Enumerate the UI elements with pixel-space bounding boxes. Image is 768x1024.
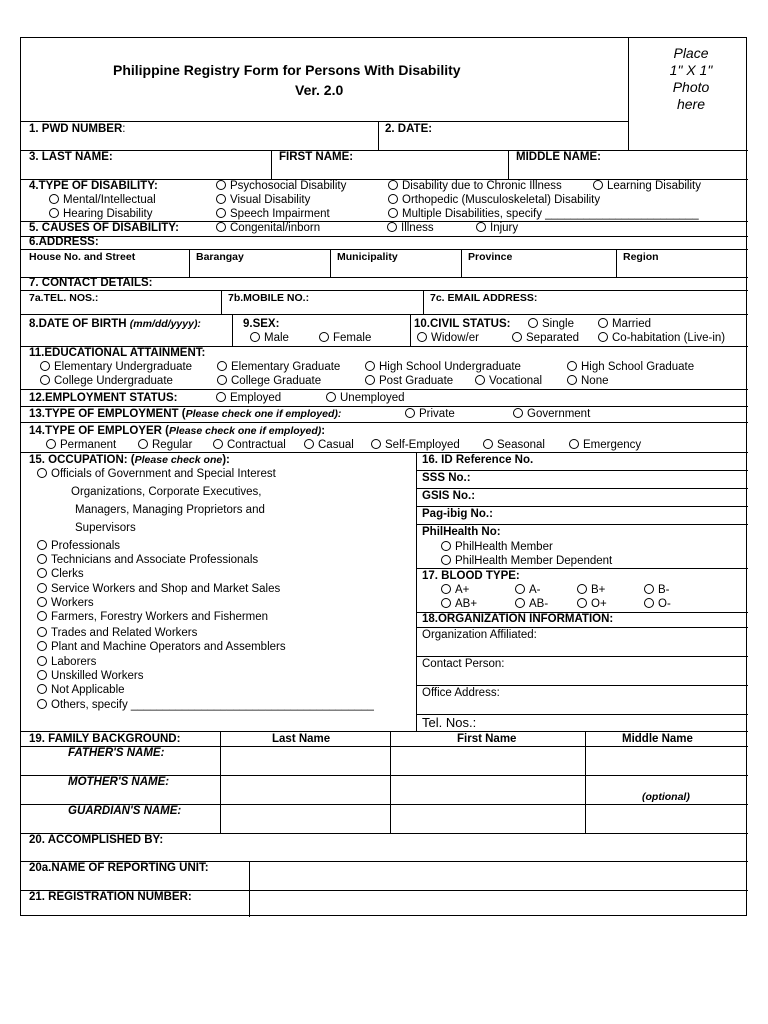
radio-icon xyxy=(37,611,47,621)
radio-icon xyxy=(567,361,577,371)
occupation-not-applicable-option[interactable]: Not Applicable xyxy=(37,684,125,697)
email-field[interactable]: 7c. EMAIL ADDRESS: xyxy=(430,292,538,304)
radio-icon xyxy=(441,584,451,594)
radio-icon xyxy=(387,222,397,232)
radio-icon xyxy=(388,208,398,218)
radio-icon xyxy=(475,375,485,385)
radio-icon xyxy=(217,361,227,371)
radio-icon xyxy=(49,194,59,204)
blood-b-positive-option[interactable]: B+ xyxy=(577,584,605,597)
occupation-technicians-option[interactable]: Technicians and Associate Professionals xyxy=(37,554,258,567)
philhealth-member-option[interactable]: PhilHealth Member xyxy=(441,541,553,554)
family-first-name-header: First Name xyxy=(457,733,517,745)
sss-no-field[interactable]: SSS No.: xyxy=(422,472,471,484)
radio-icon xyxy=(319,332,329,342)
disability-psychosocial-option[interactable]: Psychosocial Disability xyxy=(216,180,346,193)
blood-type-label: 17. BLOOD TYPE: xyxy=(422,570,520,582)
radio-icon xyxy=(40,375,50,385)
philhealth-no-field[interactable]: PhilHealth No: xyxy=(422,526,501,538)
family-middle-name-header: Middle Name xyxy=(622,733,693,745)
radio-icon xyxy=(37,656,47,666)
occupation-professionals-option[interactable]: Professionals xyxy=(37,540,120,553)
employer-contractual-option[interactable]: Contractual xyxy=(213,439,286,452)
id-reference-label: 16. ID Reference No. xyxy=(422,454,534,466)
radio-icon xyxy=(37,699,47,709)
employer-casual-option[interactable]: Casual xyxy=(304,439,354,452)
radio-icon xyxy=(37,597,47,607)
radio-icon xyxy=(567,375,577,385)
occupation-unskilled-option[interactable]: Unskilled Workers xyxy=(37,670,143,683)
radio-icon xyxy=(49,208,59,218)
occupation-officials-line2: Organizations, Corporate Executives, xyxy=(71,486,262,498)
radio-icon xyxy=(365,375,375,385)
occupation-officials-line3: Managers, Managing Proprietors and xyxy=(75,504,265,516)
radio-icon xyxy=(515,598,525,608)
civil-widow-option[interactable]: Widow/er xyxy=(417,332,479,345)
radio-icon xyxy=(644,598,654,608)
edu-hs-grad-option[interactable]: High School Graduate xyxy=(567,361,694,374)
radio-icon xyxy=(365,361,375,371)
photo-label-here: here xyxy=(676,96,706,112)
disability-learning-option[interactable]: Learning Disability xyxy=(593,180,701,193)
cause-illness-option[interactable]: Illness xyxy=(387,222,434,235)
radio-icon xyxy=(441,555,451,565)
disability-chronic-illness-option[interactable]: Disability due to Chronic Illness xyxy=(388,180,562,193)
contact-details-label: 7. CONTACT DETAILS: xyxy=(29,277,153,289)
radio-icon xyxy=(216,208,226,218)
occupation-service-workers-option[interactable]: Service Workers and Shop and Market Sales xyxy=(37,583,280,596)
guardian-optional-note: (optional) xyxy=(642,791,690,803)
radio-icon xyxy=(388,194,398,204)
radio-icon xyxy=(598,332,608,342)
disability-multiple-option[interactable]: Multiple Disabilities, specify ________________________ xyxy=(388,208,699,221)
reporting-unit-field[interactable]: 20a.NAME OF REPORTING UNIT: xyxy=(29,862,209,874)
employment-employed-option[interactable]: Employed xyxy=(216,392,281,405)
disability-cause-label: 5. CAUSES OF DISABILITY: xyxy=(29,222,179,234)
organization-tel-field[interactable]: Tel. Nos.: xyxy=(422,715,477,730)
blood-a-negative-option[interactable]: A- xyxy=(515,584,541,597)
radio-icon xyxy=(37,583,47,593)
edu-post-grad-option[interactable]: Post Graduate xyxy=(365,375,453,388)
radio-icon xyxy=(217,375,227,385)
address-region-field[interactable]: Region xyxy=(623,251,659,263)
civil-married-option[interactable]: Married xyxy=(598,318,651,331)
guardian-name-field[interactable]: GUARDIAN'S NAME: xyxy=(68,805,182,817)
civil-single-option[interactable]: Single xyxy=(528,318,574,331)
radio-icon xyxy=(326,392,336,402)
accomplished-by-field[interactable]: 20. ACCOMPLISHED BY: xyxy=(29,834,164,846)
occupation-others-option[interactable]: Others, specify ______________________________________ xyxy=(37,699,374,712)
radio-icon xyxy=(441,541,451,551)
father-name-field[interactable]: FATHER'S NAME: xyxy=(68,747,165,759)
disability-hearing-option[interactable]: Hearing Disability xyxy=(49,208,152,221)
radio-icon xyxy=(515,584,525,594)
employment-type-label: 13.TYPE OF EMPLOYMENT (Please check one if employed): xyxy=(29,408,342,420)
civil-cohabitation-option[interactable]: Co-habitation (Live-in) xyxy=(598,332,725,345)
occupation-officials-option[interactable]: Officials of Government and Special Interest xyxy=(37,468,276,481)
radio-icon xyxy=(37,670,47,680)
family-background-label: 19. FAMILY BACKGROUND: xyxy=(29,733,181,745)
employer-type-label: 14.TYPE OF EMPLOYER (Please check one if employed): xyxy=(29,425,326,437)
organization-info-label: 18.ORGANIZATION INFORMATION: xyxy=(422,613,614,625)
blood-o-positive-option[interactable]: O+ xyxy=(577,598,607,611)
radio-icon xyxy=(40,361,50,371)
photo-label-photo: Photo xyxy=(672,79,710,95)
civil-separated-option[interactable]: Separated xyxy=(512,332,579,345)
cause-injury-option[interactable]: Injury xyxy=(476,222,518,235)
radio-icon xyxy=(441,598,451,608)
edu-college-undergrad-option[interactable]: College Undergraduate xyxy=(40,375,173,388)
disability-speech-option[interactable]: Speech Impairment xyxy=(216,208,330,221)
birth-date-field[interactable]: 8.DATE OF BIRTH (mm/dd/yyyy): xyxy=(29,318,201,330)
occupation-plant-operators-option[interactable]: Plant and Machine Operators and Assemblers xyxy=(37,641,286,654)
cause-congenital-option[interactable]: Congenital/inborn xyxy=(216,222,320,235)
radio-icon xyxy=(569,439,579,449)
edu-elem-undergrad-option[interactable]: Elementary Undergraduate xyxy=(40,361,192,374)
radio-icon xyxy=(37,540,47,550)
employer-regular-option[interactable]: Regular xyxy=(138,439,192,452)
registration-number-field[interactable]: 21. REGISTRATION NUMBER: xyxy=(29,891,192,903)
radio-icon xyxy=(598,318,608,328)
edu-hs-undergrad-option[interactable]: High School Undergraduate xyxy=(365,361,521,374)
radio-icon xyxy=(388,180,398,190)
family-last-name-header: Last Name xyxy=(272,733,331,745)
radio-icon xyxy=(37,468,47,478)
blood-b-negative-option[interactable]: B- xyxy=(644,584,670,597)
photo-label-size: 1" X 1" xyxy=(669,62,713,78)
radio-icon xyxy=(371,439,381,449)
radio-icon xyxy=(37,554,47,564)
radio-icon xyxy=(250,332,260,342)
edu-none-option[interactable]: None xyxy=(567,375,609,388)
employment-government-option[interactable]: Government xyxy=(513,408,590,421)
disability-visual-option[interactable]: Visual Disability xyxy=(216,194,310,207)
occupation-label: 15. OCCUPATION: (Please check one): xyxy=(29,454,230,466)
radio-icon xyxy=(216,222,226,232)
employer-permanent-option[interactable]: Permanent xyxy=(46,439,116,452)
radio-icon xyxy=(405,408,415,418)
disability-mental-option[interactable]: Mental/Intellectual xyxy=(49,194,156,207)
employment-private-option[interactable]: Private xyxy=(405,408,455,421)
mobile-no-field[interactable]: 7b.MOBILE NO.: xyxy=(228,292,310,304)
radio-icon xyxy=(37,627,47,637)
radio-icon xyxy=(216,194,226,204)
radio-icon xyxy=(577,584,587,594)
radio-icon xyxy=(138,439,148,449)
education-label: 11.EDUCATIONAL ATTAINMENT: xyxy=(29,347,206,359)
radio-icon xyxy=(216,180,226,190)
occupation-service-workers-line2: Workers xyxy=(37,597,94,610)
pwd-registry-form xyxy=(20,37,747,916)
middle-name-field[interactable]: MIDDLE NAME: xyxy=(516,151,601,163)
address-street-field[interactable]: House No. and Street xyxy=(29,251,136,263)
employer-emergency-option[interactable]: Emergency xyxy=(569,439,641,452)
radio-icon xyxy=(644,584,654,594)
mother-name-field[interactable]: MOTHER'S NAME: xyxy=(68,776,170,788)
organization-affiliated-field[interactable]: Organization Affiliated: xyxy=(422,629,537,641)
blood-o-negative-option[interactable]: O- xyxy=(644,598,671,611)
radio-icon xyxy=(476,222,486,232)
gsis-no-field[interactable]: GSIS No.: xyxy=(422,490,476,502)
occupation-officials-line4: Supervisors xyxy=(75,522,136,534)
form-version: Ver. 2.0 xyxy=(295,82,344,98)
radio-icon xyxy=(483,439,493,449)
office-address-field[interactable]: Office Address: xyxy=(422,687,500,699)
radio-icon xyxy=(216,392,226,402)
edu-college-grad-option[interactable]: College Graduate xyxy=(217,375,321,388)
radio-icon xyxy=(528,318,538,328)
edu-elem-grad-option[interactable]: Elementary Graduate xyxy=(217,361,340,374)
address-province-field[interactable]: Province xyxy=(468,251,513,263)
employer-self-employed-option[interactable]: Self-Employed xyxy=(371,439,460,452)
last-name-field[interactable]: 3. LAST NAME: xyxy=(29,151,113,163)
radio-icon xyxy=(37,684,47,694)
radio-icon xyxy=(37,568,47,578)
contact-person-field[interactable]: Contact Person: xyxy=(422,658,505,670)
radio-icon xyxy=(513,408,523,418)
occupation-trades-option[interactable]: Trades and Related Workers xyxy=(37,627,197,640)
radio-icon xyxy=(46,439,56,449)
first-name-field[interactable]: FIRST NAME: xyxy=(279,151,354,163)
radio-icon xyxy=(593,180,603,190)
philhealth-dependent-option[interactable]: PhilHealth Member Dependent xyxy=(441,555,612,568)
photo-label-place: Place xyxy=(673,45,709,61)
radio-icon xyxy=(512,332,522,342)
photo-placeholder xyxy=(645,45,737,113)
blood-a-positive-option[interactable]: A+ xyxy=(441,584,469,597)
occupation-laborers-option[interactable]: Laborers xyxy=(37,656,96,669)
edu-vocational-option[interactable]: Vocational xyxy=(475,375,542,388)
employer-seasonal-option[interactable]: Seasonal xyxy=(483,439,545,452)
disability-orthopedic-option[interactable]: Orthopedic (Musculoskeletal) Disability xyxy=(388,194,600,207)
blood-ab-positive-option[interactable]: AB+ xyxy=(441,598,477,611)
occupation-clerks-option[interactable]: Clerks xyxy=(37,568,84,581)
employment-status-label: 12.EMPLOYMENT STATUS: xyxy=(29,392,178,404)
date-field[interactable]: 2. DATE: xyxy=(385,123,433,135)
tel-no-field[interactable]: 7a.TEL. NOS.: xyxy=(29,292,99,304)
address-label: 6.ADDRESS: xyxy=(29,236,99,248)
civil-status-label: 10.CIVIL STATUS: xyxy=(414,318,511,330)
pwd-number-field[interactable]: 1. PWD NUMBER: xyxy=(29,123,126,135)
disability-type-label: 4.TYPE OF DISABILITY: xyxy=(29,180,158,192)
form-title: Philippine Registry Form for Persons With Disability xyxy=(113,62,461,78)
pagibig-no-field[interactable]: Pag-ibig No.: xyxy=(422,508,493,520)
radio-icon xyxy=(213,439,223,449)
occupation-farmers-option[interactable]: Farmers, Forestry Workers and Fishermen xyxy=(37,611,268,624)
sex-label: 9.SEX: xyxy=(243,318,280,330)
sex-male-option[interactable]: Male xyxy=(250,332,289,345)
address-municipality-field[interactable]: Municipality xyxy=(337,251,398,263)
radio-icon xyxy=(577,598,587,608)
radio-icon xyxy=(417,332,427,342)
address-barangay-field[interactable]: Barangay xyxy=(196,251,244,263)
blood-ab-negative-option[interactable]: AB- xyxy=(515,598,548,611)
radio-icon xyxy=(304,439,314,449)
radio-icon xyxy=(37,641,47,651)
sex-female-option[interactable]: Female xyxy=(319,332,371,345)
employment-unemployed-option[interactable]: Unemployed xyxy=(326,392,405,405)
